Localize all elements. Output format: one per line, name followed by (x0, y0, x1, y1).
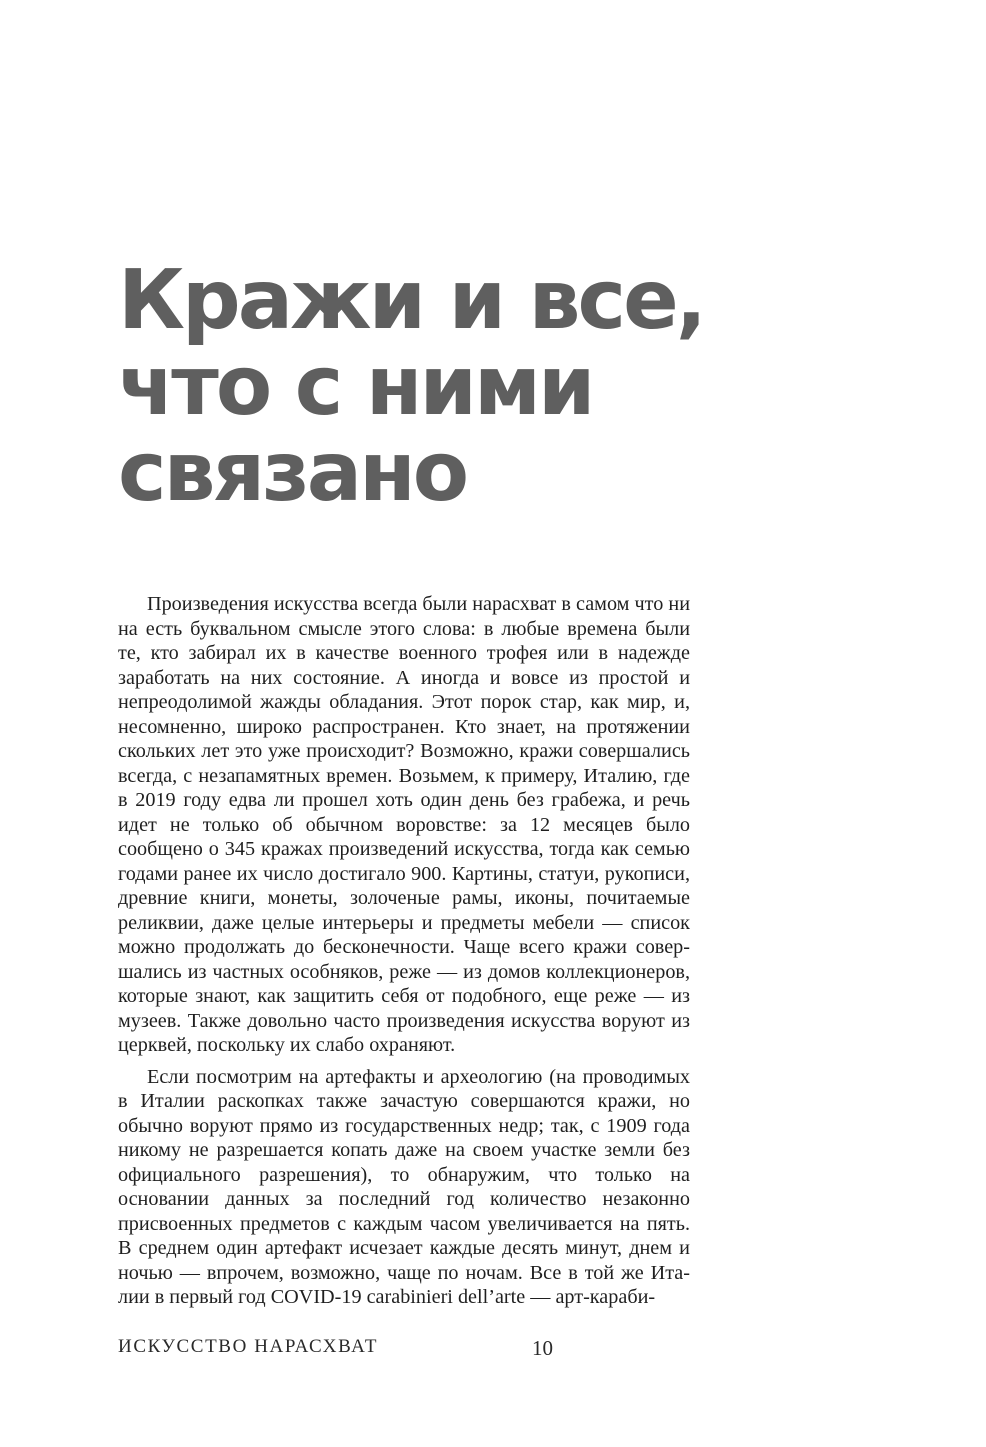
running-title: ИСКУССТВО НАРАСХВАТ (118, 1336, 379, 1357)
chapter-title-line: что с ними (118, 339, 593, 434)
chapter-title-line: связано (118, 425, 467, 520)
chapter-title (118, 253, 838, 520)
paragraph: Если посмотрим на артефакты и археологию (на проводимых в Италии раскопках также зачастую совершаются кражи, но обычно воруют прямо из государственных недр; так, с 1909 года никому не разрешается копать даже на своем участке земли без официального разрешения), то обнаружим, что только на основании данных за последний год количество незаконно присвоенных предметов с каждым часом увеличивается на пять. В среднем один артефакт исчезает каждые десять минут, днем и ночью — впрочем, возможно, чаще по ночам. Все в той же Италии в первый год COVID-19 carabinieri dell’arte — арт-караби- (118, 1065, 690, 1308)
body-text (118, 592, 690, 1317)
page-number: 10 (532, 1336, 553, 1360)
chapter-title-line: Кражи и все, (118, 253, 704, 348)
paragraph: Произведения искусства всегда были нарасхват в самом что ни на есть буквальном смысле этого слова: в любые времена были те, кто забирал их в качестве военного трофея или в надежде заработать на них состояние. А иногда и вовсе из простой и непреодолимой жажды обладания. Этот порок стар, как мир, и, несомненно, широко распространен. Кто знает, на протяжении скольких лет это уже происходит? Возможно, кражи совершались всегда, с незапамятных времен. Возьмем, к примеру, Италию, где в 2019 году едва ли прошел хоть один день без грабежа, и речь идет не только об обычном воровстве: за 12 месяцев было сообщено о 345 кражах произведений искусства, тогда как семью годами ранее их число достигало 900. Картины, статуи, рукописи, древние книги, монеты, золоченые рамы, иконы, почитаемые реликвии, даже целые интерьеры и предметы мебели — список можно продолжать до бесконечности. Чаще всего кражи совершались из частных особняков, реже — из домов коллекционеров, которые знают, как защитить себя от подобного, еще реже — из музеев. Также довольно часто произведения искусства воруют из церквей, поскольку их слабо охраняют. (118, 593, 690, 1056)
page-footer (118, 1336, 690, 1366)
